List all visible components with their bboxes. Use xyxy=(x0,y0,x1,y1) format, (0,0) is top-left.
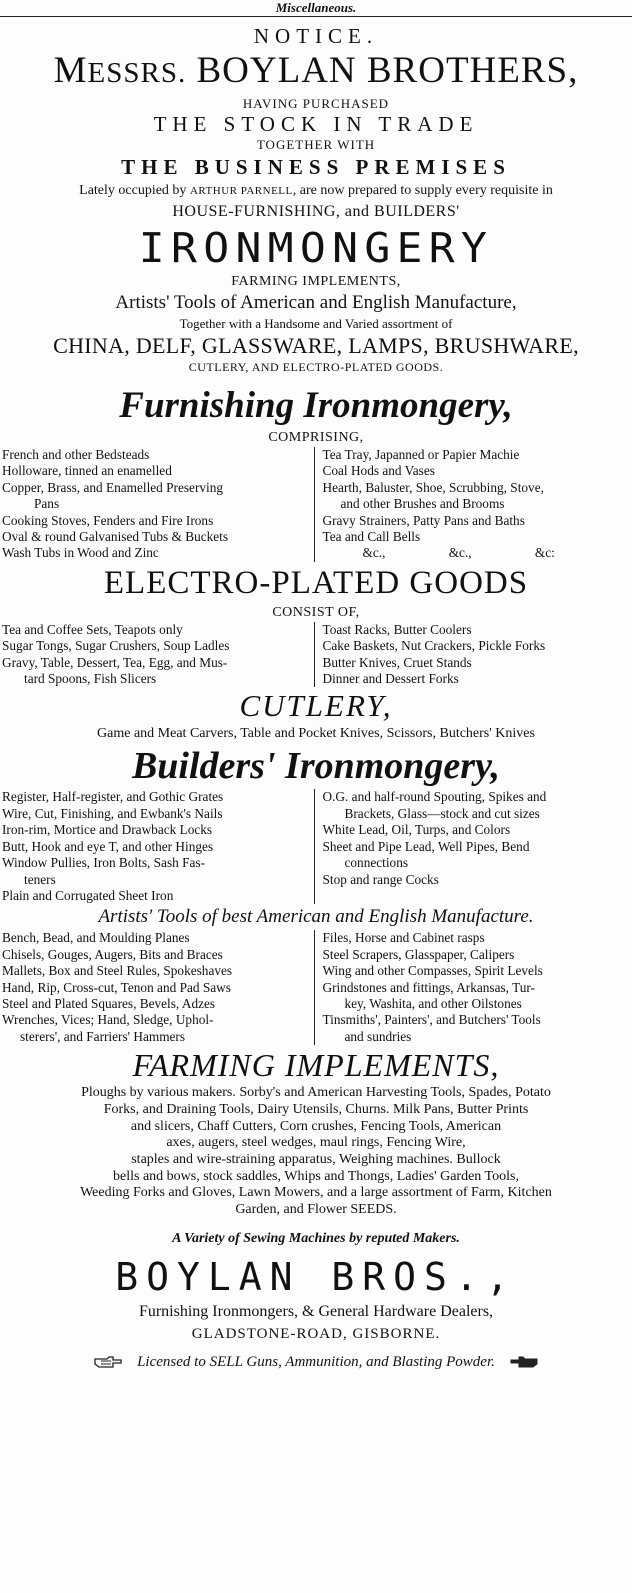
messrs-headline xyxy=(0,49,632,95)
farming-heading: FARMING IMPLEMENTS, xyxy=(132,1047,500,1084)
list-item: Dinner and Dessert Forks xyxy=(322,671,459,687)
furnishing-columns xyxy=(2,447,626,562)
list-item: Hearth, Baluster, Shoe, Scrubbing, Stove, xyxy=(322,479,544,495)
messrs-initial: M xyxy=(53,50,88,91)
farming-paragraph xyxy=(0,1085,632,1219)
farming-line: Garden, and Flower SEEDS. xyxy=(235,1202,397,1218)
comprising-label: COMPRISING, xyxy=(268,430,364,445)
having-purchased: HAVING PURCHASED xyxy=(242,96,390,111)
list-item: and other Brushes and Brooms xyxy=(340,496,505,512)
list-item: sterers', and Farriers' Hammers xyxy=(20,1028,186,1044)
together-assortment-line: Together with a Handsome and Varied assortment of xyxy=(179,316,453,331)
list-item: Grindstones and fittings, Arkansas, Tur- xyxy=(322,979,535,995)
farming-line: axes, augers, steel wedges, maul rings, Fencing Wire, xyxy=(166,1135,466,1151)
pointing-hand-icon xyxy=(509,1354,539,1370)
list-item: Butter Knives, Cruet Stands xyxy=(322,654,472,670)
lately-after: , are now prepared to supply every requisite in xyxy=(292,183,553,198)
list-item: Toast Racks, Butter Coolers xyxy=(322,621,472,637)
dealers-line: Furnishing Ironmongers, & General Hardware Dealers, xyxy=(138,1302,494,1320)
list-item: teners xyxy=(24,871,56,887)
farming-line: Ploughs by various makers. Sorby's and American Harvesting Tools, Spades, Potato xyxy=(81,1085,551,1101)
list-item: Coal Hods and Vases xyxy=(322,463,435,479)
electro-right-column xyxy=(315,622,627,688)
artists-tools-heading: Artists' Tools of best American and English Manufacture. xyxy=(98,906,534,928)
list-item: Hand, Rip, Cross-cut, Tenon and Pad Saws xyxy=(2,979,231,995)
lately-before: Lately occupied by xyxy=(79,183,187,198)
ironmongery-banner: IRONMONGERY xyxy=(138,224,494,272)
builders-left-column xyxy=(2,789,315,904)
list-item: Tea Tray, Japanned or Papier Machie xyxy=(322,447,520,462)
list-item: Wash Tubs in Wood and Zinc xyxy=(2,545,159,561)
list-item: Gravy Strainers, Patty Pans and Baths xyxy=(322,512,525,528)
farming-implements-subhead: FARMING IMPLEMENTS, xyxy=(231,274,401,289)
list-item: Copper, Brass, and Enamelled Preserving xyxy=(2,479,224,495)
section-header: Miscellaneous. xyxy=(275,0,357,15)
china-line: CHINA, DELF, GLASSWARE, LAMPS, BRUSHWARE, xyxy=(53,333,579,358)
artists-right-column xyxy=(315,930,627,1045)
list-item: Register, Half-register, and Gothic Grates xyxy=(2,789,224,805)
list-item: Tea and Coffee Sets, Teapots only xyxy=(2,621,183,637)
boylan-bros-banner: BOYLAN BROS., xyxy=(115,1254,517,1299)
list-item: Tea and Call Bells xyxy=(322,529,421,545)
farming-line: Forks, and Draining Tools, Dairy Utensils, Churns. Milk Pans, Butter Prints xyxy=(103,1101,529,1117)
list-item: Wire, Cut, Finishing, and Ewbank's Nails xyxy=(2,805,223,821)
cutlery-electro-line: CUTLERY, AND ELECTRO-PLATED GOODS. xyxy=(188,360,444,374)
list-item: Steel Scrapers, Glasspaper, Calipers xyxy=(322,946,515,962)
list-item: Oval & round Galvanised Tubs & Buckets xyxy=(2,529,229,545)
list-item: &c., &c., &c: xyxy=(362,545,555,561)
list-item: connections xyxy=(344,855,409,871)
cutlery-heading: CUTLERY, xyxy=(239,688,393,724)
furnishing-heading: Furnishing Ironmongery, xyxy=(119,385,513,426)
farming-line: and slicers, Chaff Cutters, Corn crushes, Fencing Tools, American xyxy=(130,1118,502,1134)
notice-title: NOTICE. xyxy=(253,24,379,48)
list-item: tard Spoons, Fish Slicers xyxy=(24,671,157,687)
licensed-text: Licensed to SELL Guns, Ammunition, and Blasting Powder. xyxy=(137,1353,495,1370)
artists-columns xyxy=(2,930,626,1045)
list-item: Chisels, Gouges, Augers, Bits and Braces xyxy=(2,946,223,962)
sewing-machines-line: A Variety of Sewing Machines by reputed Makers. xyxy=(172,1230,460,1246)
farming-line: staples and wire-straining apparatus, Weighing machines. Bullock xyxy=(131,1151,501,1167)
list-item: Wing and other Compasses, Spirit Levels xyxy=(322,963,543,979)
previous-owner: ARTHUR PARNELL xyxy=(189,185,293,197)
list-item: French and other Bedsteads xyxy=(2,447,150,462)
consist-of-label: CONSIST OF, xyxy=(272,604,360,620)
list-item: Tinsmiths', Painters', and Butchers' Tools xyxy=(322,1012,541,1028)
list-item: Cake Baskets, Nut Crackers, Pickle Forks xyxy=(322,638,546,654)
address-line: GLADSTONE-ROAD, GISBORNE. xyxy=(191,1325,441,1342)
house-furnishing-line: HOUSE-FURNISHING, and BUILDERS' xyxy=(172,203,460,220)
artists-left-column xyxy=(2,930,315,1045)
builders-columns xyxy=(2,789,626,904)
farming-line: Weeding Forks and Gloves, Lawn Mowers, and a large assortment of Farm, Kitchen xyxy=(80,1185,552,1201)
electro-columns xyxy=(2,622,626,688)
list-item: Plain and Corrugated Sheet Iron xyxy=(2,887,174,903)
list-item: Sugar Tongs, Sugar Crushers, Soup Ladles xyxy=(2,638,230,654)
stock-in-trade: THE STOCK IN TRADE xyxy=(153,112,479,136)
list-item: Wrenches, Vices; Hand, Sledge, Uphol- xyxy=(2,1012,214,1028)
list-item: and sundries xyxy=(344,1028,412,1044)
farming-line: bells and bows, stock saddles, Whips and Thongs, Ladies' Garden Tools, xyxy=(113,1168,519,1184)
list-item: Sheet and Pipe Lead, Well Pipes, Bend xyxy=(322,838,530,854)
list-item: Brackets, Glass—stock and cut sizes xyxy=(344,805,540,821)
cutlery-line: Game and Meat Carvers, Table and Pocket Knives, Scissors, Butchers' Knives xyxy=(97,726,535,742)
builders-heading: Builders' Ironmongery, xyxy=(131,745,501,788)
pointing-hand-icon xyxy=(93,1354,123,1370)
business-premises: THE BUSINESS PREMISES xyxy=(121,155,511,179)
list-item: Holloware, tinned an enamelled xyxy=(2,463,172,479)
list-item: White Lead, Oil, Turps, and Colors xyxy=(322,822,511,838)
lately-occupied-line xyxy=(0,181,632,201)
list-item: Files, Horse and Cabinet rasps xyxy=(322,930,485,946)
artists-tools-line: Artists' Tools of American and English Manufacture, xyxy=(115,292,517,313)
list-item: Iron-rim, Mortice and Drawback Locks xyxy=(2,822,213,838)
list-item: Mallets, Box and Steel Rules, Spokeshaves xyxy=(2,963,233,979)
electro-left-column xyxy=(2,622,315,688)
firm-name: BOYLAN BROTHERS, xyxy=(196,50,579,91)
builders-right-column xyxy=(315,789,627,904)
list-item: O.G. and half-round Spouting, Spikes and xyxy=(322,789,547,805)
list-item: Bench, Bead, and Moulding Planes xyxy=(2,930,190,946)
list-item: Pans xyxy=(34,496,60,512)
furnishing-left-column xyxy=(2,447,315,562)
header-rule xyxy=(0,16,632,17)
list-item: Gravy, Table, Dessert, Tea, Egg, and Mus- xyxy=(2,654,228,670)
together-with: TOGETHER WITH xyxy=(256,137,376,152)
list-item: Window Pullies, Iron Bolts, Sash Fas- xyxy=(2,855,205,871)
messrs-rest: ESSRS. xyxy=(87,57,187,89)
list-item: Cooking Stoves, Fenders and Fire Irons xyxy=(2,512,214,528)
licensed-line xyxy=(0,1351,632,1373)
list-item: Steel and Plated Squares, Bevels, Adzes xyxy=(2,995,216,1011)
electro-heading: ELECTRO-PLATED GOODS xyxy=(103,564,529,601)
list-item: key, Washita, and other Oilstones xyxy=(344,995,522,1011)
list-item: Butt, Hook and eye T, and other Hinges xyxy=(2,838,214,854)
furnishing-right-column xyxy=(315,447,627,562)
list-item: Stop and range Cocks xyxy=(322,871,439,887)
